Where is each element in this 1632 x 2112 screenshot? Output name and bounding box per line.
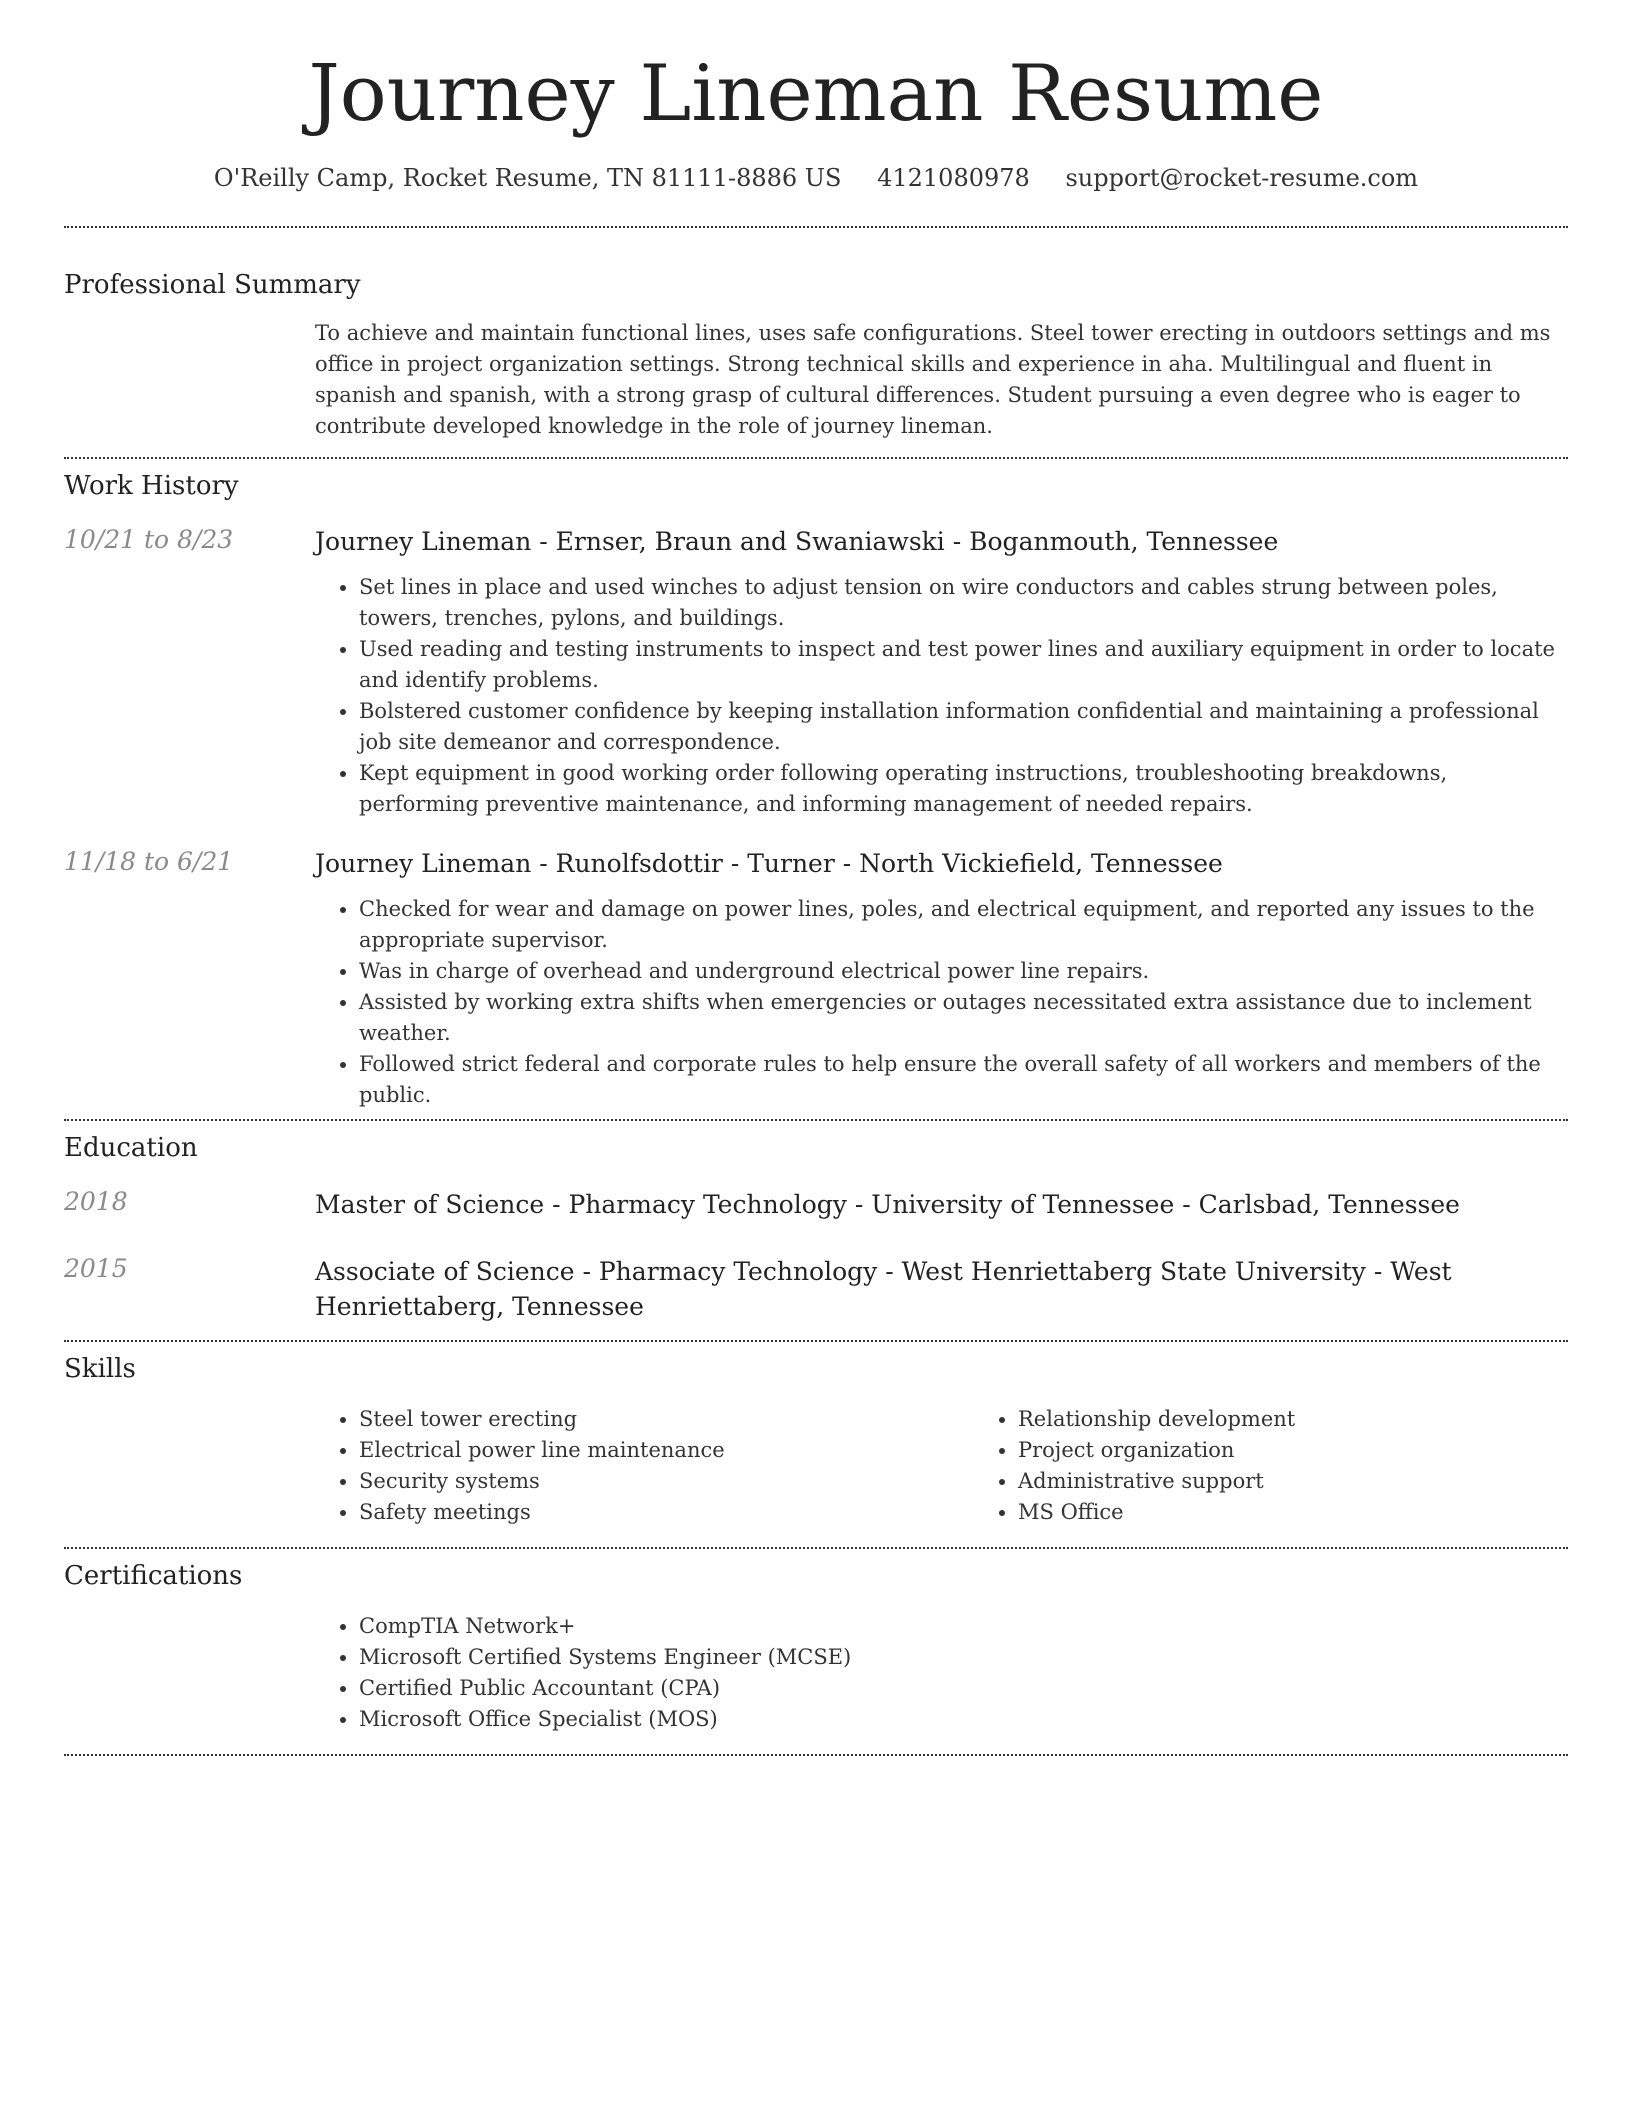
summary-text: To achieve and maintain functional lines, uses safe configurations. Steel tower erecting in outdoors settings and ms office in project organization settings. Strong technical skills and experience in aha. Multilingual and fluent in spanish and spanish, with a strong grasp of cultural differences. Student pursuing a even degree who is eager to contribute developed knowledge in the role of journey lineman. [315, 320, 1551, 438]
resume-name: Journey Lineman Resume [308, 49, 1324, 139]
summary-body [315, 318, 1568, 442]
job-bullets [315, 894, 1568, 1111]
certifications-section [64, 1561, 1568, 1735]
summary-section [64, 270, 1568, 442]
contact-phone: 4121080978 [877, 163, 1030, 192]
divider [64, 1119, 1568, 1121]
job-dates-col [64, 847, 315, 876]
work-history-heading: Work History [64, 470, 239, 501]
job-bullet: • Kept equipment in good working order following operating instructions, troubleshooting breakdowns, performing preventive maintenance, and informing management of needed repairs. [359, 758, 1568, 820]
education-title [315, 1187, 1568, 1222]
education-degree: Master of Science - Pharmacy Technology [315, 1189, 847, 1219]
contact-address: O'Reilly Camp, Rocket Resume, TN 81111-8886 US [213, 163, 842, 192]
job-title [315, 525, 1568, 559]
skill-item: • Steel tower erecting [359, 1404, 974, 1435]
summary-row [64, 318, 1568, 442]
certifications-heading: Certifications [64, 1560, 243, 1591]
summary-heading: Professional Summary [64, 269, 361, 300]
education-entry [64, 1254, 1568, 1324]
skills-heading: Skills [64, 1353, 136, 1384]
work-history-section [64, 471, 1568, 1111]
certification-item: • CompTIA Network+ [359, 1611, 1568, 1642]
job-body [315, 525, 1568, 820]
education-body [315, 1254, 1568, 1324]
education-degree: Associate of Science - Pharmacy Technology [315, 1256, 878, 1286]
education-year-col [64, 1254, 315, 1283]
job-bullet: • Bolstered customer confidence by keeping installation information confidential and maintaining a professional job site demeanor and correspondence. [359, 696, 1568, 758]
education-details: - West Henriettaberg State University - West Henriettaberg, Tennessee [315, 1256, 1452, 1321]
job-title [315, 847, 1568, 881]
job-bullet: • Followed strict federal and corporate rules to help ensure the overall safety of all workers and members of the public. [359, 1049, 1568, 1111]
skill-item: • Project organization [1018, 1435, 1632, 1466]
job-entry [64, 847, 1568, 1111]
job-details: - Ernser, Braun and Swaniawski - Boganmouth, Tennessee [531, 526, 1279, 556]
skill-item: • Safety meetings [359, 1497, 974, 1528]
certifications-body [315, 1611, 1568, 1735]
certification-item: • Microsoft Office Specialist (MOS) [359, 1704, 1568, 1735]
education-title [315, 1254, 1568, 1324]
education-heading: Education [64, 1132, 198, 1163]
job-dates: 11/18 to 6/21 [64, 846, 234, 876]
job-dates: 10/21 to 8/23 [64, 524, 234, 554]
skill-item: • Security systems [359, 1466, 974, 1497]
education-year: 2015 [64, 1253, 128, 1283]
job-bullets [315, 572, 1568, 820]
education-details: - University of Tennessee - Carlsbad, Tennessee [846, 1189, 1460, 1219]
job-role: Journey Lineman [315, 848, 532, 878]
skill-item: • Administrative support [1018, 1466, 1632, 1497]
job-bullet: • Checked for wear and damage on power lines, poles, and electrical equipment, and reported any issues to the appropriate supervisor. [359, 894, 1568, 956]
skills-list-right [974, 1404, 1632, 1528]
certifications-row [64, 1611, 1568, 1735]
skill-item: • Electrical power line maintenance [359, 1435, 974, 1466]
contact-line [64, 164, 1568, 192]
skills-list-left [315, 1404, 974, 1528]
job-dates-col [64, 525, 315, 554]
divider [64, 1340, 1568, 1342]
skill-item: • Relationship development [1018, 1404, 1632, 1435]
divider [64, 457, 1568, 459]
divider [64, 226, 1568, 228]
certification-item: • Microsoft Certified Systems Engineer (MCSE) [359, 1642, 1568, 1673]
education-entry [64, 1187, 1568, 1222]
skills-row [64, 1404, 1568, 1528]
certification-item: • Certified Public Accountant (CPA) [359, 1673, 1568, 1704]
education-year: 2018 [64, 1186, 128, 1216]
job-bullet: • Set lines in place and used winches to adjust tension on wire conductors and cables strung between poles, towers, trenches, pylons, and buildings. [359, 572, 1568, 634]
contact-email: support@rocket-resume.com [1065, 163, 1419, 192]
divider [64, 1547, 1568, 1549]
certifications-list [315, 1611, 1568, 1735]
job-bullet: • Was in charge of overhead and underground electrical power line repairs. [359, 956, 1568, 987]
education-year-col [64, 1187, 315, 1216]
skills-grid [315, 1404, 1568, 1528]
education-section [64, 1133, 1568, 1324]
job-details: - Runolfsdottir - Turner - North Vickiefield, Tennessee [531, 848, 1223, 878]
skill-item: • MS Office [1018, 1497, 1632, 1528]
job-entry [64, 525, 1568, 820]
job-bullet: • Assisted by working extra shifts when emergencies or outages necessitated extra assistance due to inclement weather. [359, 987, 1568, 1049]
skills-section [64, 1354, 1568, 1528]
divider [64, 1754, 1568, 1756]
job-role: Journey Lineman [315, 526, 532, 556]
education-body [315, 1187, 1568, 1222]
job-bullet: • Used reading and testing instruments to inspect and test power lines and auxiliary equipment in order to locate and identify problems. [359, 634, 1568, 696]
job-body [315, 847, 1568, 1111]
